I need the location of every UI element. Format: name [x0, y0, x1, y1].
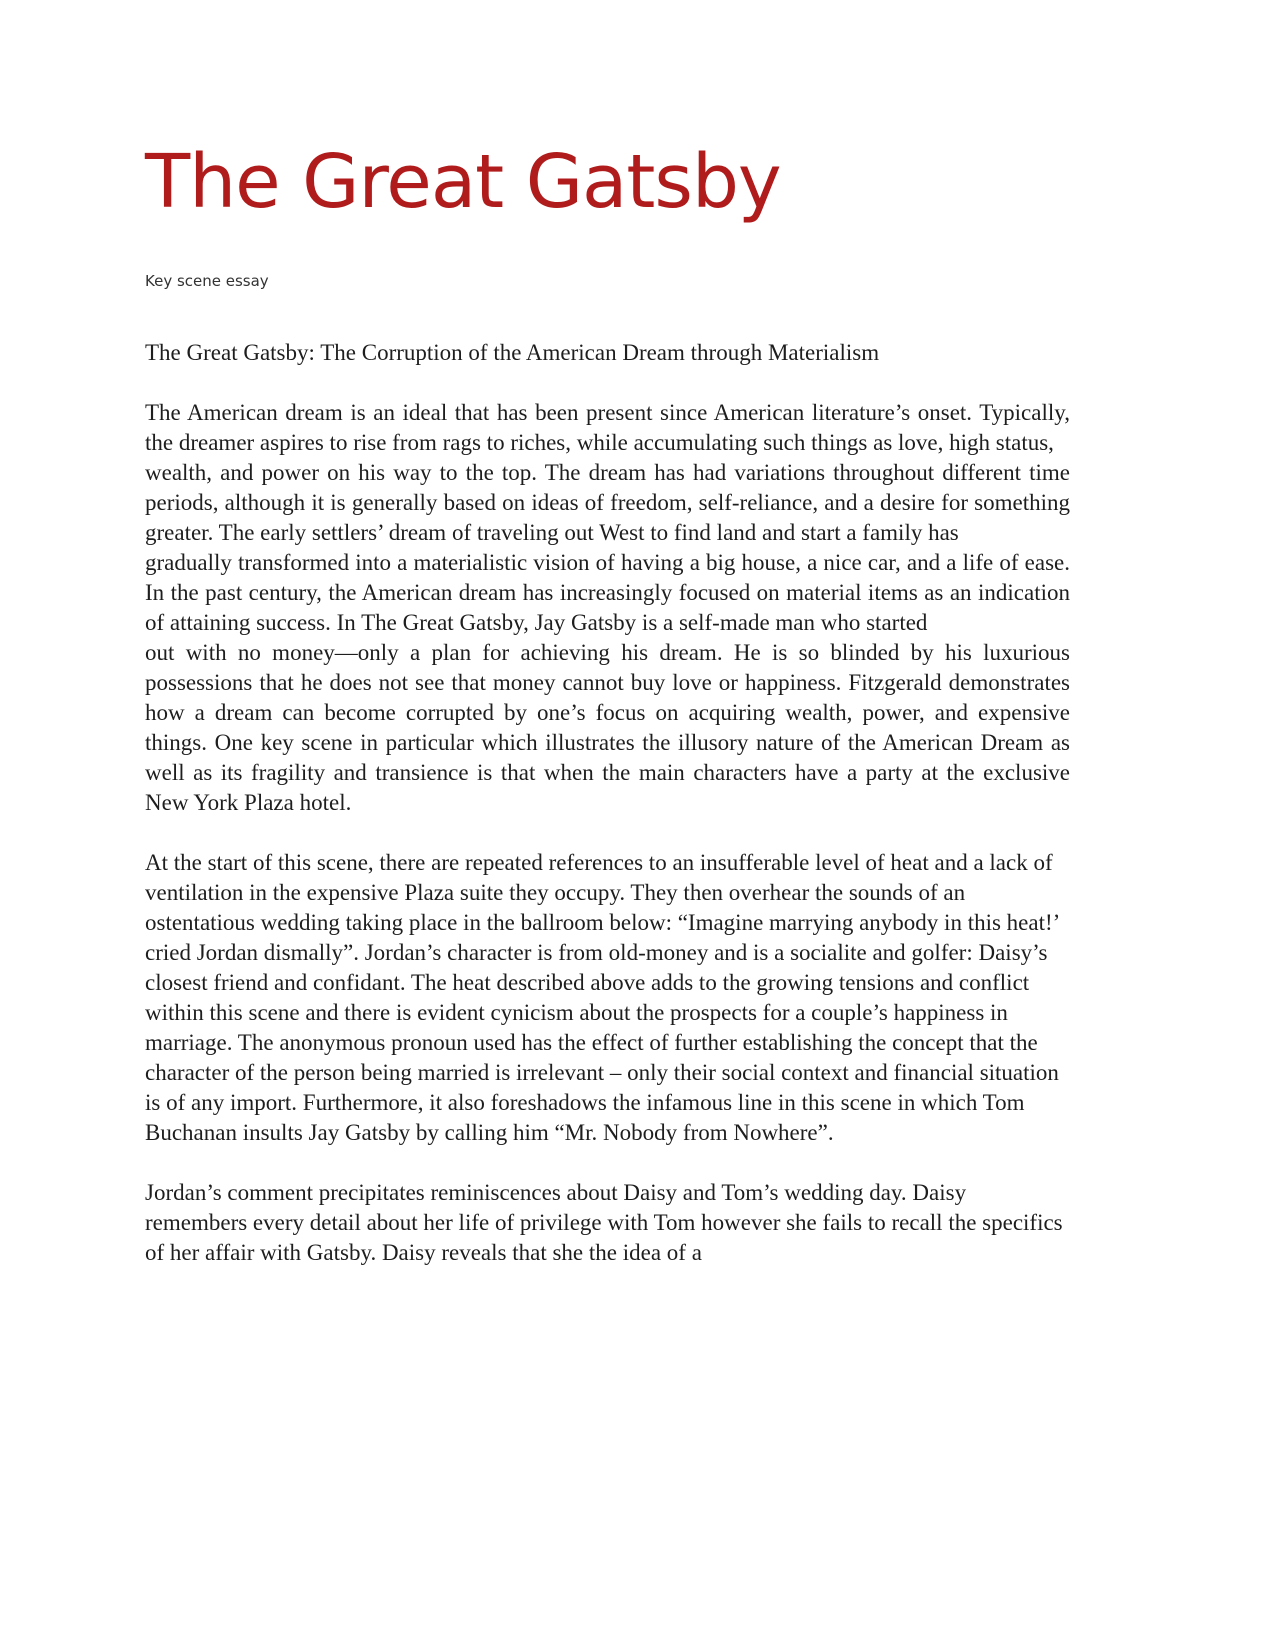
paragraph-3: Jordan’s comment precipitates reminiscences about Daisy and Tom’s wedding day. Daisy remembers every detail about her life of privilege with Tom however she fails to recall the specifics of her affair with Gatsby. Daisy reveals that she the idea of a: [145, 1180, 1063, 1265]
paragraph-1-line-1: The American dream is an ideal that has been present since American literature’s onset. Typically, the dreamer aspires to rise from rags to riches, while accumulating such things as love, high status,: [145, 400, 1070, 455]
essay-body: [145, 338, 1070, 1268]
paragraph-1-line-4: out with no money—only a plan for achieving his dream. He is so blinded by his luxurious possessions that he does not see that money cannot buy love or happiness. Fitzgerald demonstrates how a dream can become corrupted by one’s focus on acquiring wealth, power, and expensive things. One key scene in particular which illustrates the illusory nature of the American Dream as well as its fragility and transience is that when the main characters have a party at the exclusive New York Plaza hotel.: [145, 640, 1070, 815]
paragraph-1-line-3: gradually transformed into a materialistic vision of having a big house, a nice car, and a life of ease. In the past century, the American dream has increasingly focused on material items as an indication of attaining success. In The Great Gatsby, Jay Gatsby is a self-made man who started: [145, 550, 1070, 635]
document-title: The Great Gatsby: [145, 139, 781, 225]
paragraph-1-line-2: wealth, and power on his way to the top. The dream has had variations throughout different time periods, although it is generally based on ideas of freedom, self-reliance, and a desire for something greater. The early settlers’ dream of traveling out West to find land and start a family has: [145, 460, 1070, 545]
paragraph-2: At the start of this scene, there are repeated references to an insufferable level of heat and a lack of ventilation in the expensive Plaza suite they occupy. They then overhear the sounds of an ostentatious wedding taking place in the ballroom below: “Imagine marrying anybody in this heat!’ cried Jordan dismally”. Jordan’s character is from old-money and is a socialite and golfer: Daisy’s closest friend and confidant. The heat described above adds to the growing tensions and conflict within this scene and there is evident cynicism about the prospects for a couple’s happiness in marriage. The anonymous pronoun used has the effect of further establishing the concept that the character of the person being married is irrelevant – only their social context and financial situation is of any import. Furthermore, it also foreshadows the infamous line in this scene in which Tom Buchanan insults Jay Gatsby by calling him “Mr. Nobody from Nowhere”.: [145, 850, 1059, 1145]
document-subtitle: Key scene essay: [145, 272, 269, 290]
essay-title: The Great Gatsby: The Corruption of the American Dream through Materialism: [145, 340, 880, 365]
paragraph-1: [145, 398, 1070, 818]
